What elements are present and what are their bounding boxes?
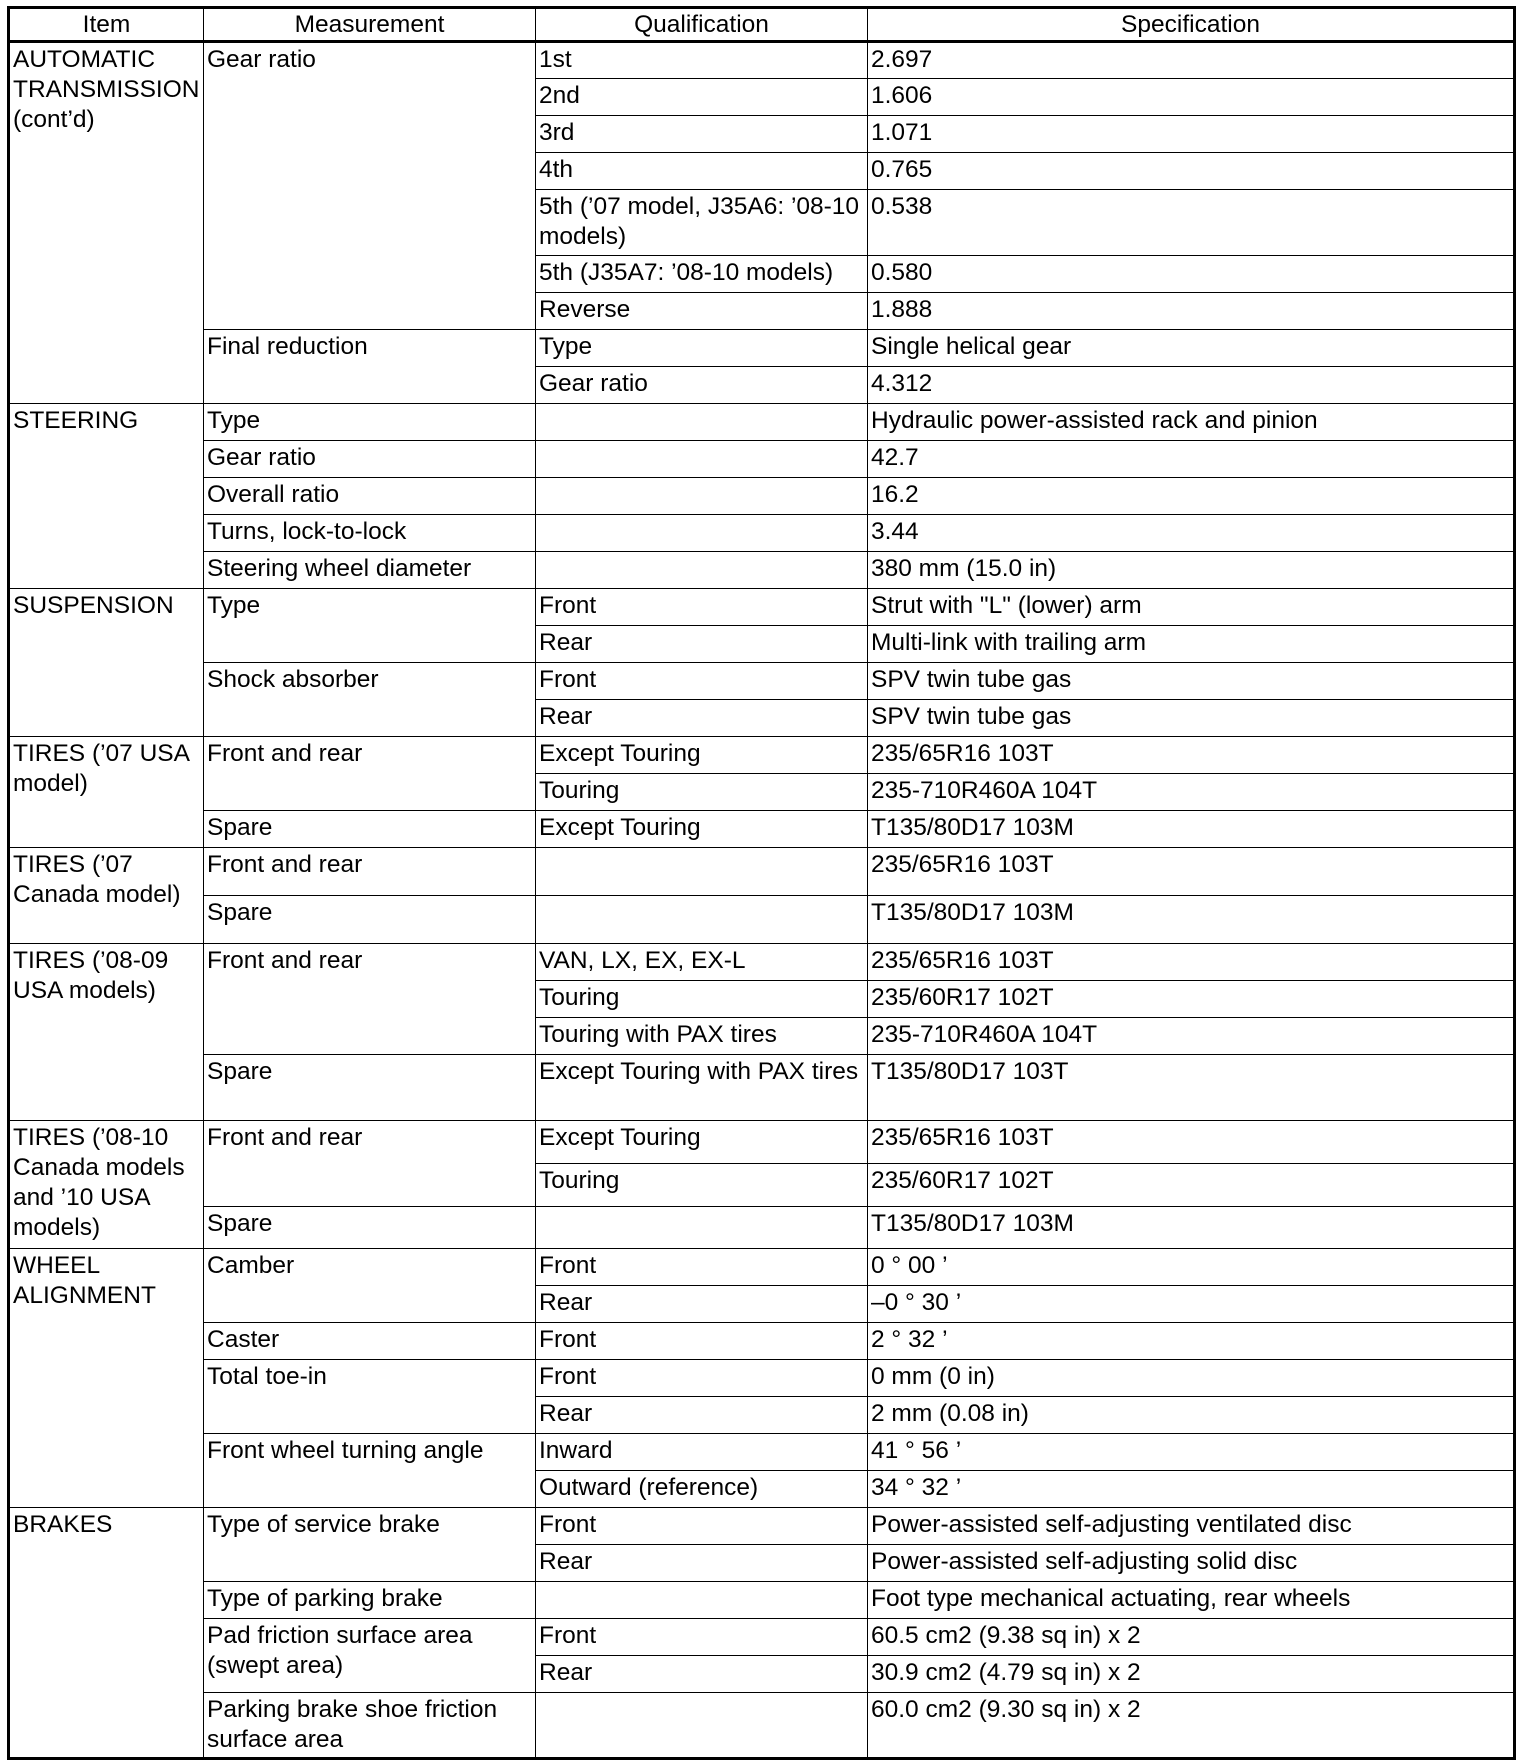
specification-cell: Hydraulic power-assisted rack and pinion	[868, 404, 1515, 441]
specification-cell: 235/60R17 102T	[868, 1164, 1515, 1207]
measurement-cell: Final reduction	[204, 330, 536, 404]
qualification-cell: Rear	[536, 1656, 868, 1693]
item-cell: TIRES (’08-10 Canada models and ’10 USA models)	[9, 1121, 204, 1249]
measurement-cell: Type of service brake	[204, 1508, 536, 1582]
item-cell: TIRES (’08-09 USA models)	[9, 944, 204, 1121]
measurement-cell: Turns, lock-to-lock	[204, 515, 536, 552]
table-row	[9, 1619, 1515, 1656]
specification-cell: 0 mm (0 in)	[868, 1360, 1515, 1397]
measurement-cell: Front and rear	[204, 848, 536, 896]
qualification-cell: Touring	[536, 981, 868, 1018]
table-row	[9, 515, 1515, 552]
qualification-cell: Touring with PAX tires	[536, 1018, 868, 1055]
qualification-cell: 5th (J35A7: ’08-10 models)	[536, 256, 868, 293]
qualification-cell	[536, 1693, 868, 1759]
qualification-cell	[536, 441, 868, 478]
qualification-cell	[536, 552, 868, 589]
measurement-cell: Gear ratio	[204, 441, 536, 478]
measurement-cell: Total toe-in	[204, 1360, 536, 1434]
specification-cell: T135/80D17 103M	[868, 811, 1515, 848]
measurement-cell: Overall ratio	[204, 478, 536, 515]
specification-cell: T135/80D17 103M	[868, 896, 1515, 944]
measurement-cell: Front and rear	[204, 737, 536, 811]
specification-cell: 16.2	[868, 478, 1515, 515]
qualification-cell: 3rd	[536, 116, 868, 153]
specification-cell: Single helical gear	[868, 330, 1515, 367]
qualification-cell: Outward (reference)	[536, 1471, 868, 1508]
specification-cell: 60.5 cm2 (9.38 sq in) x 2	[868, 1619, 1515, 1656]
qualification-cell: Inward	[536, 1434, 868, 1471]
table-row	[9, 944, 1515, 981]
specification-cell: 235/60R17 102T	[868, 981, 1515, 1018]
specification-cell: 235/65R16 103T	[868, 944, 1515, 981]
qualification-cell: Reverse	[536, 293, 868, 330]
table-row	[9, 1693, 1515, 1759]
specification-cell: 1.071	[868, 116, 1515, 153]
specification-cell: 30.9 cm2 (4.79 sq in) x 2	[868, 1656, 1515, 1693]
qualification-cell: Rear	[536, 1286, 868, 1323]
qualification-cell: Front	[536, 1323, 868, 1360]
specification-cell: 4.312	[868, 367, 1515, 404]
table-row	[9, 1508, 1515, 1545]
table-row	[9, 848, 1515, 896]
table-row	[9, 1055, 1515, 1121]
table-body	[9, 42, 1515, 1759]
table-row	[9, 1323, 1515, 1360]
qualification-cell: Except Touring	[536, 811, 868, 848]
specification-cell: –0 ° 30 ’	[868, 1286, 1515, 1323]
specification-cell: 3.44	[868, 515, 1515, 552]
qualification-cell	[536, 848, 868, 896]
specification-cell: Power-assisted self-adjusting ventilated disc	[868, 1508, 1515, 1545]
qualification-cell: Touring	[536, 774, 868, 811]
specification-cell: 235-710R460A 104T	[868, 774, 1515, 811]
header-measurement: Measurement	[204, 8, 536, 42]
table-row	[9, 1249, 1515, 1286]
table-row	[9, 1434, 1515, 1471]
qualification-cell: Except Touring	[536, 1121, 868, 1164]
qualification-cell: Except Touring	[536, 737, 868, 774]
qualification-cell: Rear	[536, 1397, 868, 1434]
qualification-cell: Front	[536, 663, 868, 700]
measurement-cell: Type	[204, 589, 536, 663]
measurement-cell: Shock absorber	[204, 663, 536, 737]
item-cell: AUTOMATIC TRANSMISSION (cont’d)	[9, 42, 204, 404]
qualification-cell: Front	[536, 1360, 868, 1397]
qualification-cell: 4th	[536, 153, 868, 190]
measurement-cell: Caster	[204, 1323, 536, 1360]
qualification-cell: 1st	[536, 42, 868, 79]
qualification-cell: 2nd	[536, 79, 868, 116]
qualification-cell: Front	[536, 1508, 868, 1545]
table-row	[9, 1121, 1515, 1164]
specification-cell: 235/65R16 103T	[868, 1121, 1515, 1164]
measurement-cell: Spare	[204, 896, 536, 944]
specification-cell: 380 mm (15.0 in)	[868, 552, 1515, 589]
table-row	[9, 589, 1515, 626]
qualification-cell	[536, 896, 868, 944]
measurement-cell: Spare	[204, 1055, 536, 1121]
qualification-cell	[536, 1207, 868, 1249]
specification-cell: 235-710R460A 104T	[868, 1018, 1515, 1055]
specification-cell: Foot type mechanical actuating, rear wheels	[868, 1582, 1515, 1619]
table-row	[9, 42, 1515, 79]
measurement-cell: Gear ratio	[204, 42, 536, 330]
table-row	[9, 1582, 1515, 1619]
specification-cell: 2 ° 32 ’	[868, 1323, 1515, 1360]
measurement-cell: Front wheel turning angle	[204, 1434, 536, 1508]
table-row	[9, 441, 1515, 478]
specification-cell: 0.580	[868, 256, 1515, 293]
specification-cell: Power-assisted self-adjusting solid disc	[868, 1545, 1515, 1582]
specification-cell: 235/65R16 103T	[868, 737, 1515, 774]
qualification-cell: VAN, LX, EX, EX-L	[536, 944, 868, 981]
specification-cell: 235/65R16 103T	[868, 848, 1515, 896]
header-qualification: Qualification	[536, 8, 868, 42]
qualification-cell: Except Touring with PAX tires	[536, 1055, 868, 1121]
specification-cell: 2.697	[868, 42, 1515, 79]
table-row	[9, 896, 1515, 944]
qualification-cell	[536, 404, 868, 441]
qualification-cell: Front	[536, 1619, 868, 1656]
measurement-cell: Parking brake shoe friction surface area	[204, 1693, 536, 1759]
specification-cell: SPV twin tube gas	[868, 700, 1515, 737]
qualification-cell: Front	[536, 589, 868, 626]
measurement-cell: Steering wheel diameter	[204, 552, 536, 589]
specification-cell: 0.538	[868, 190, 1515, 256]
specification-cell: SPV twin tube gas	[868, 663, 1515, 700]
table-row	[9, 737, 1515, 774]
specification-cell: 1.888	[868, 293, 1515, 330]
specification-cell: 41 ° 56 ’	[868, 1434, 1515, 1471]
item-cell: TIRES (’07 Canada model)	[9, 848, 204, 944]
specification-cell: 60.0 cm2 (9.30 sq in) x 2	[868, 1693, 1515, 1759]
measurement-cell: Spare	[204, 811, 536, 848]
qualification-cell: Rear	[536, 626, 868, 663]
specification-cell: 1.606	[868, 79, 1515, 116]
qualification-cell: 5th (’07 model, J35A6: ’08-10 models)	[536, 190, 868, 256]
specification-cell: 2 mm (0.08 in)	[868, 1397, 1515, 1434]
qualification-cell	[536, 478, 868, 515]
qualification-cell: Gear ratio	[536, 367, 868, 404]
specification-cell: T135/80D17 103M	[868, 1207, 1515, 1249]
measurement-cell: Front and rear	[204, 1121, 536, 1207]
qualification-cell	[536, 1582, 868, 1619]
measurement-cell: Camber	[204, 1249, 536, 1323]
header-item: Item	[9, 8, 204, 42]
item-cell: WHEEL ALIGNMENT	[9, 1249, 204, 1508]
specification-cell: 42.7	[868, 441, 1515, 478]
measurement-cell: Spare	[204, 1207, 536, 1249]
specification-cell: T135/80D17 103T	[868, 1055, 1515, 1121]
qualification-cell: Rear	[536, 700, 868, 737]
header-specification: Specification	[868, 8, 1515, 42]
measurement-cell: Type of parking brake	[204, 1582, 536, 1619]
measurement-cell: Front and rear	[204, 944, 536, 1055]
specification-cell: Multi-link with trailing arm	[868, 626, 1515, 663]
qualification-cell: Rear	[536, 1545, 868, 1582]
item-cell: STEERING	[9, 404, 204, 589]
qualification-cell: Front	[536, 1249, 868, 1286]
specification-cell: Strut with "L" (lower) arm	[868, 589, 1515, 626]
specification-cell: 0 ° 00 ’	[868, 1249, 1515, 1286]
table-row	[9, 330, 1515, 367]
specification-cell: 34 ° 32 ’	[868, 1471, 1515, 1508]
table-row	[9, 663, 1515, 700]
header-row	[9, 8, 1515, 42]
qualification-cell: Type	[536, 330, 868, 367]
specification-cell: 0.765	[868, 153, 1515, 190]
item-cell: TIRES (’07 USA model)	[9, 737, 204, 848]
table-row	[9, 1207, 1515, 1249]
qualification-cell: Touring	[536, 1164, 868, 1207]
specifications-table	[7, 6, 1516, 1760]
table-row	[9, 552, 1515, 589]
item-cell: BRAKES	[9, 1508, 204, 1759]
table-row	[9, 1360, 1515, 1397]
measurement-cell: Pad friction surface area (swept area)	[204, 1619, 536, 1693]
item-cell: SUSPENSION	[9, 589, 204, 737]
measurement-cell: Type	[204, 404, 536, 441]
qualification-cell	[536, 515, 868, 552]
table-row	[9, 404, 1515, 441]
table-row	[9, 811, 1515, 848]
table-row	[9, 478, 1515, 515]
